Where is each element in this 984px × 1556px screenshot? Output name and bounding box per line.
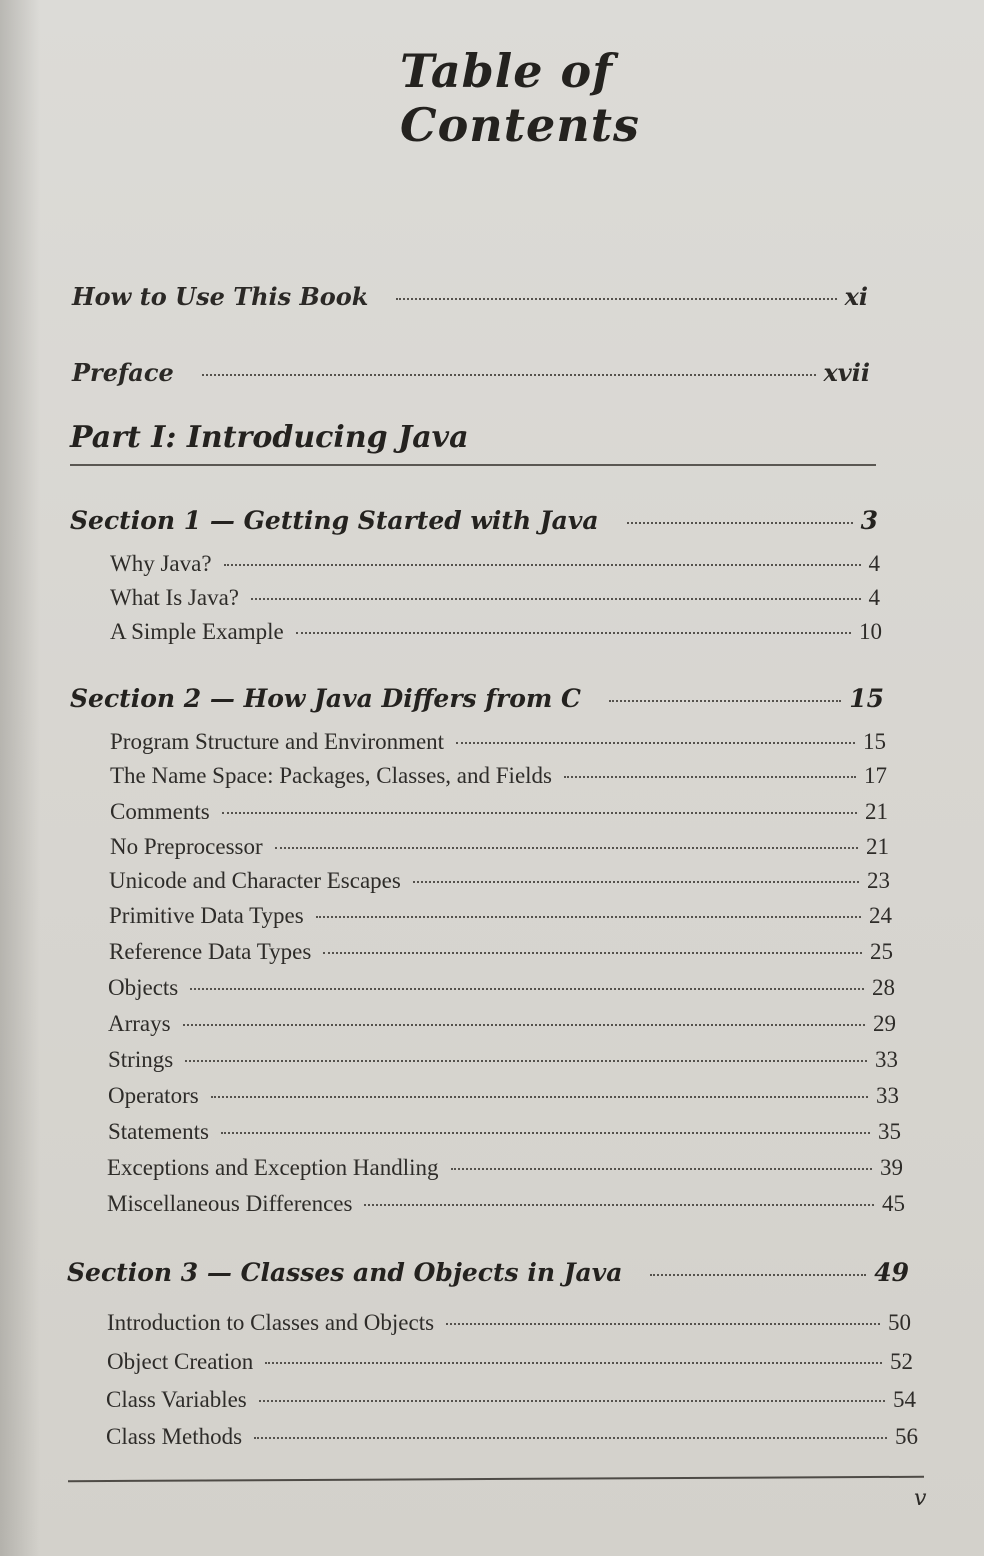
leader-dots — [609, 700, 841, 702]
toc-entry-label: Arrays — [108, 1011, 171, 1036]
toc-entry — [106, 1424, 918, 1450]
toc-entry-label: Class Variables — [106, 1387, 247, 1412]
footer-rule — [68, 1476, 924, 1482]
toc-entry-preface — [72, 358, 870, 387]
toc-entry — [109, 939, 893, 965]
toc-entry-page: 4 — [868, 551, 880, 576]
leader-dots — [265, 1362, 882, 1364]
toc-entry-page: xvii — [823, 358, 870, 387]
leader-dots — [224, 564, 861, 566]
toc-entry-label: Why Java? — [110, 551, 212, 576]
leader-dots — [456, 742, 855, 744]
leader-dots — [413, 881, 859, 883]
leader-dots — [627, 522, 853, 524]
toc-entry-label: A Simple Example — [110, 619, 284, 644]
toc-entry — [110, 585, 880, 611]
section-page: 49 — [874, 1258, 909, 1287]
toc-entry — [110, 763, 887, 789]
toc-entry-page: 28 — [872, 975, 895, 1000]
toc-entry-page: 4 — [868, 585, 880, 610]
toc-entry — [108, 1119, 901, 1145]
toc-entry-label: Object Creation — [107, 1349, 254, 1374]
toc-entry-page: 52 — [890, 1349, 913, 1374]
toc-entry-page: 23 — [867, 868, 890, 893]
toc-entry-label: Reference Data Types — [109, 939, 312, 964]
section-title: Section 3 — Classes and Objects in Java — [67, 1258, 623, 1287]
toc-entry-page: 45 — [882, 1191, 905, 1216]
toc-entry — [108, 1047, 898, 1073]
leader-dots — [446, 1323, 880, 1325]
leader-dots — [323, 952, 862, 954]
toc-entry-page: 15 — [863, 729, 886, 754]
toc-entry — [109, 868, 890, 894]
toc-entry-label: What Is Java? — [110, 585, 239, 610]
toc-entry — [110, 729, 886, 755]
toc-entry — [109, 903, 892, 929]
toc-entry — [108, 975, 895, 1001]
leader-dots — [251, 598, 861, 600]
toc-entry-label: The Name Space: Packages, Classes, and Fields — [110, 763, 552, 788]
section-title: Section 2 — How Java Differs from C — [70, 684, 581, 713]
toc-entry-page: 33 — [876, 1083, 899, 1108]
toc-entry-label: Strings — [108, 1047, 174, 1072]
toc-entry-label: Objects — [108, 975, 179, 1000]
toc-entry — [107, 1349, 913, 1375]
toc-entry-page: 25 — [870, 939, 893, 964]
toc-entry-page: 54 — [893, 1387, 916, 1412]
toc-entry-page: 10 — [859, 619, 882, 644]
leader-dots — [222, 812, 857, 814]
toc-entry-label: How to Use This Book — [72, 282, 369, 311]
toc-entry-label: Statements — [108, 1119, 209, 1144]
toc-entry-page: 29 — [873, 1011, 896, 1036]
toc-entry-label: Unicode and Character Escapes — [109, 868, 401, 893]
toc-entry-label: Operators — [108, 1083, 199, 1108]
toc-entry-page: 33 — [875, 1047, 898, 1072]
section-heading-3 — [67, 1258, 909, 1287]
page-title: Table of Contents — [400, 44, 640, 152]
toc-entry-page: 24 — [869, 903, 892, 928]
leader-dots — [185, 1060, 867, 1062]
toc-entry — [107, 1155, 903, 1181]
section-page: 3 — [860, 506, 878, 535]
leader-dots — [364, 1204, 874, 1206]
leader-dots — [396, 298, 836, 300]
toc-entry-label: Preface — [72, 358, 174, 387]
section-heading-2 — [70, 684, 884, 713]
section-page: 15 — [849, 684, 884, 713]
leader-dots — [564, 776, 856, 778]
leader-dots — [259, 1400, 885, 1402]
toc-entry — [110, 551, 880, 577]
leader-dots — [275, 847, 858, 849]
toc-entry-label: Exceptions and Exception Handling — [107, 1155, 439, 1180]
leader-dots — [451, 1168, 872, 1170]
leader-dots — [316, 916, 861, 918]
toc-entry-page: 56 — [895, 1424, 918, 1449]
leader-dots — [190, 988, 864, 990]
part-divider — [70, 464, 876, 466]
toc-entry-page: 50 — [888, 1310, 911, 1335]
toc-entry-label: Comments — [110, 799, 210, 824]
toc-entry-label: Class Methods — [106, 1424, 243, 1449]
toc-entry-label: No Preprocessor — [110, 834, 263, 859]
leader-dots — [202, 374, 816, 376]
toc-entry-page: 35 — [878, 1119, 901, 1144]
toc-entry — [107, 1191, 905, 1217]
toc-entry — [108, 1011, 896, 1037]
toc-entry-label: Miscellaneous Differences — [107, 1191, 353, 1216]
leader-dots — [221, 1132, 870, 1134]
toc-entry-page: xi — [844, 282, 868, 311]
toc-entry-page: 21 — [866, 834, 889, 859]
toc-entry — [107, 1310, 911, 1336]
section-heading-1 — [70, 506, 878, 535]
leader-dots — [650, 1274, 866, 1276]
section-title: Section 1 — Getting Started with Java — [70, 506, 599, 535]
toc-entry-label: Program Structure and Environment — [110, 729, 445, 754]
leader-dots — [296, 632, 851, 634]
toc-entry — [106, 1387, 916, 1413]
toc-entry — [110, 799, 888, 825]
page-number: v — [914, 1486, 927, 1511]
toc-entry-page: 39 — [880, 1155, 903, 1180]
toc-entry — [110, 619, 882, 645]
toc-entry-how-to-use — [72, 282, 868, 311]
toc-entry-label: Primitive Data Types — [109, 903, 304, 928]
toc-entry-page: 21 — [865, 799, 888, 824]
page-gutter-shadow — [0, 0, 40, 1556]
leader-dots — [254, 1437, 887, 1439]
toc-entry-page: 17 — [864, 763, 887, 788]
leader-dots — [211, 1096, 868, 1098]
part-heading: Part I: Introducing Java — [70, 420, 469, 455]
toc-entry-label: Introduction to Classes and Objects — [107, 1310, 435, 1335]
toc-entry — [108, 1083, 899, 1109]
toc-entry — [110, 834, 889, 860]
leader-dots — [183, 1024, 865, 1026]
